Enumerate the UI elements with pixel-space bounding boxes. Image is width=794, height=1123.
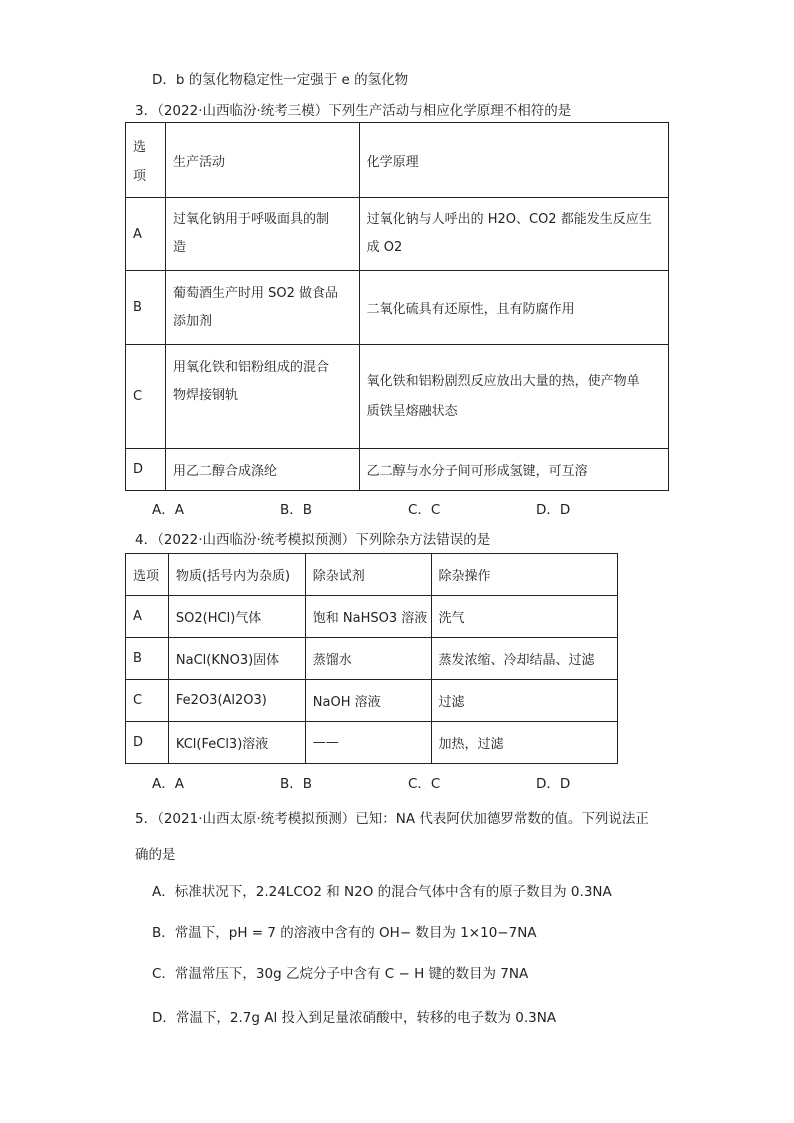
row-option: A	[126, 596, 169, 638]
row-substance: NaCl(KNO3)固体	[168, 638, 305, 680]
header-operation: 除杂操作	[431, 554, 617, 596]
row-operation: 加热，过滤	[431, 722, 617, 764]
row-reagent: ——	[305, 722, 431, 764]
q5-option-b[interactable]: B．常温下，pH = 7 的溶液中含有的 OH− 数目为 1×10−7NA	[152, 925, 537, 941]
table-row	[126, 596, 618, 638]
q5-option-d[interactable]: D．常温下，2.7g Al 投入到足量浓硝酸中，转移的电子数为 0.3NA	[152, 1010, 557, 1026]
row-reagent: NaOH 溶液	[305, 680, 431, 722]
q4-choices	[152, 772, 664, 792]
header-option: 选 项	[126, 123, 166, 198]
header-option: 选项	[126, 554, 169, 596]
table-row	[126, 449, 669, 491]
q3-stem: 3．（2022·山西临汾·统考三模）下列生产活动与相应化学原理不相符的是	[135, 103, 572, 119]
row-activity: 用乙二醇合成涤纶	[165, 449, 359, 491]
q4-choice-c[interactable]: C．C	[408, 776, 441, 792]
table-row	[126, 722, 618, 764]
table-row	[126, 345, 669, 449]
q3-choices	[152, 498, 664, 518]
q4-choice-b[interactable]: B．B	[280, 776, 313, 792]
row-operation: 过滤	[431, 680, 617, 722]
table-row	[126, 638, 618, 680]
row-principle: 氧化铁和铝粉剧烈反应放出大量的热，使产物单 质铁呈熔融状态	[359, 345, 668, 449]
row-option: D	[126, 449, 166, 491]
row-option: B	[126, 638, 169, 680]
row-activity: 用氧化铁和铝粉组成的混合 物焊接钢轨	[165, 345, 359, 449]
q3-choice-b[interactable]: B．B	[280, 502, 313, 518]
row-option: C	[126, 345, 166, 449]
row-principle: 乙二醇与水分子间可形成氢键，可互溶	[359, 449, 668, 491]
q5-option-a[interactable]: A．标准状况下，2.24LCO2 和 N2O 的混合气体中含有的原子数目为 0.3NA	[152, 884, 612, 900]
q3-table	[125, 122, 669, 491]
row-substance: Fe2O3(Al2O3)	[168, 680, 305, 722]
row-activity: 葡萄酒生产时用 SO2 做食品 添加剂	[165, 271, 359, 345]
q3-choice-d[interactable]: D．D	[536, 502, 571, 518]
header-activity: 生产活动	[165, 123, 359, 198]
table-row	[126, 680, 618, 722]
table-header-row	[126, 123, 669, 198]
row-operation: 洗气	[431, 596, 617, 638]
row-option: C	[126, 680, 169, 722]
row-substance: KCl(FeCl3)溶液	[168, 722, 305, 764]
header-principle: 化学原理	[359, 123, 668, 198]
q5-stem-cont: 确的是	[135, 847, 176, 863]
header-reagent: 除杂试剂	[305, 554, 431, 596]
q4-choice-d[interactable]: D．D	[536, 776, 571, 792]
row-principle: 过氧化钠与人呼出的 H2O、CO2 都能发生反应生 成 O2	[359, 198, 668, 271]
row-option: B	[126, 271, 166, 345]
q2-option-d: D．b 的氢化物稳定性一定强于 e 的氢化物	[152, 72, 409, 88]
q3-choice-c[interactable]: C．C	[408, 502, 441, 518]
table-row	[126, 271, 669, 345]
row-substance: SO2(HCl)气体	[168, 596, 305, 638]
q5-option-c[interactable]: C．常温常压下，30g 乙烷分子中含有 C − H 键的数目为 7NA	[152, 966, 529, 982]
q3-choice-a[interactable]: A．A	[152, 502, 184, 518]
q4-table	[125, 553, 618, 764]
row-operation: 蒸发浓缩、冷却结晶、过滤	[431, 638, 617, 680]
row-option: A	[126, 198, 166, 271]
q4-stem: 4．（2022·山西临汾·统考模拟预测）下列除杂方法错误的是	[135, 532, 491, 548]
row-option: D	[126, 722, 169, 764]
header-substance: 物质(括号内为杂质)	[168, 554, 305, 596]
table-header-row	[126, 554, 618, 596]
row-principle: 二氧化硫具有还原性，且有防腐作用	[359, 271, 668, 345]
q4-choice-a[interactable]: A．A	[152, 776, 184, 792]
q5-stem: 5．（2021·山西太原·统考模拟预测）已知：NA 代表阿伏加德罗常数的值。下列说法正	[135, 811, 649, 827]
row-reagent: 蒸馏水	[305, 638, 431, 680]
row-reagent: 饱和 NaHSO3 溶液	[305, 596, 431, 638]
row-activity: 过氧化钠用于呼吸面具的制 造	[165, 198, 359, 271]
table-row	[126, 198, 669, 271]
